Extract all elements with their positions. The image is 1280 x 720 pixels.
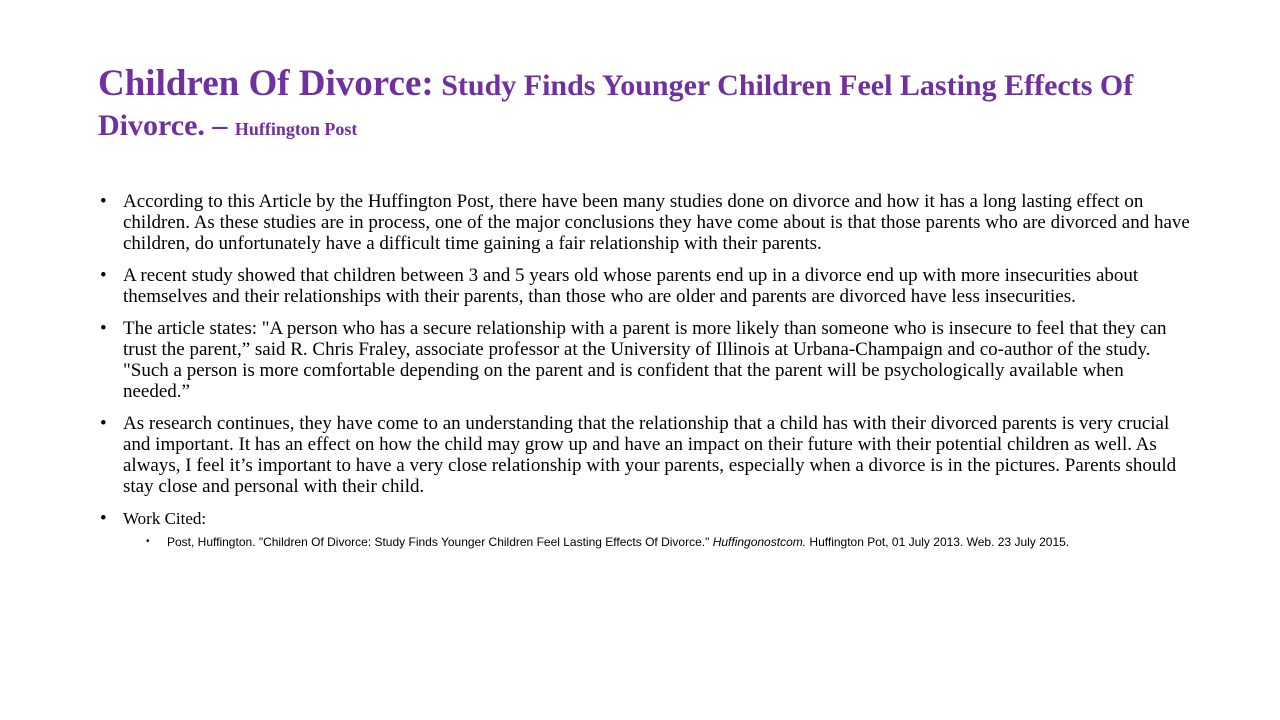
bullet-text: As research continues, they have come to an understanding that the relationship that a child has with their divorced parents is very crucial and important. It has an effect on how the child may grow up and have an impact on their future with their potential children as well. As always, I feel it’s important to have a very close relationship with your parents, especially when a divorce is in the pictures. Parents should stay close and personal with their child. [123,413,1177,497]
bullet-item [100,191,1195,254]
citation-text-after: Huffington Pot, 01 July 2013. Web. 23 July 2015. [806,535,1070,549]
bullet-item [100,413,1195,497]
bullet-item [100,318,1195,402]
bullet-text: According to this Article by the Huffington Post, there have been many studies done on divorce and how it has a long lasting effect on children. As these studies are in process, one of the major conclusions they have come about is that those parents who are divorced and have children, do unfortunately have a difficult time gaining a fair relationship with their parents. [123,191,1190,254]
bullet-item [100,265,1195,307]
bullet-text: A recent study showed that children between 3 and 5 years old whose parents end up in a divorce end up with more insecurities about themselves and their relationships with their parents, than those who are older and parents are divorced have less insecurities. [123,265,1139,307]
title-source: Huffington Post [234,118,358,139]
bullet-icon: • [100,265,107,286]
citation-item [146,534,1195,550]
slide-body [100,191,1195,561]
sub-bullet-icon: • [146,536,150,547]
bullet-icon: • [100,413,107,434]
title-main: Children Of Divorce: [98,63,434,104]
bullet-text: Work Cited: [123,509,207,528]
bullet-item-work-cited [100,508,1195,550]
bullet-text: The article states: "A person who has a secure relationship with a parent is more likely than someone who is insecure to feel that they can trust the parent,” said R. Chris Fraley, associate professor at the University of Illinois at Urbana-Champaign and co-author of the study. "Such a person is more comfortable depending on the parent and is confident that the parent will be psychologically available when needed.” [123,318,1167,402]
citation-text-before: Post, Huffington. "Children Of Divorce: Study Finds Younger Children Feel Lasting Effects Of Divorce." [167,535,713,549]
bullet-icon: • [100,318,107,339]
bullet-icon: • [100,191,107,212]
slide-title [98,62,1198,143]
citation-text-italic: Huffingonostcom. [712,535,807,549]
bullet-icon: • [100,508,107,529]
title-subtitle: Study Finds Younger Children Feel Lasting Effects Of Divorce. – [98,69,1134,142]
